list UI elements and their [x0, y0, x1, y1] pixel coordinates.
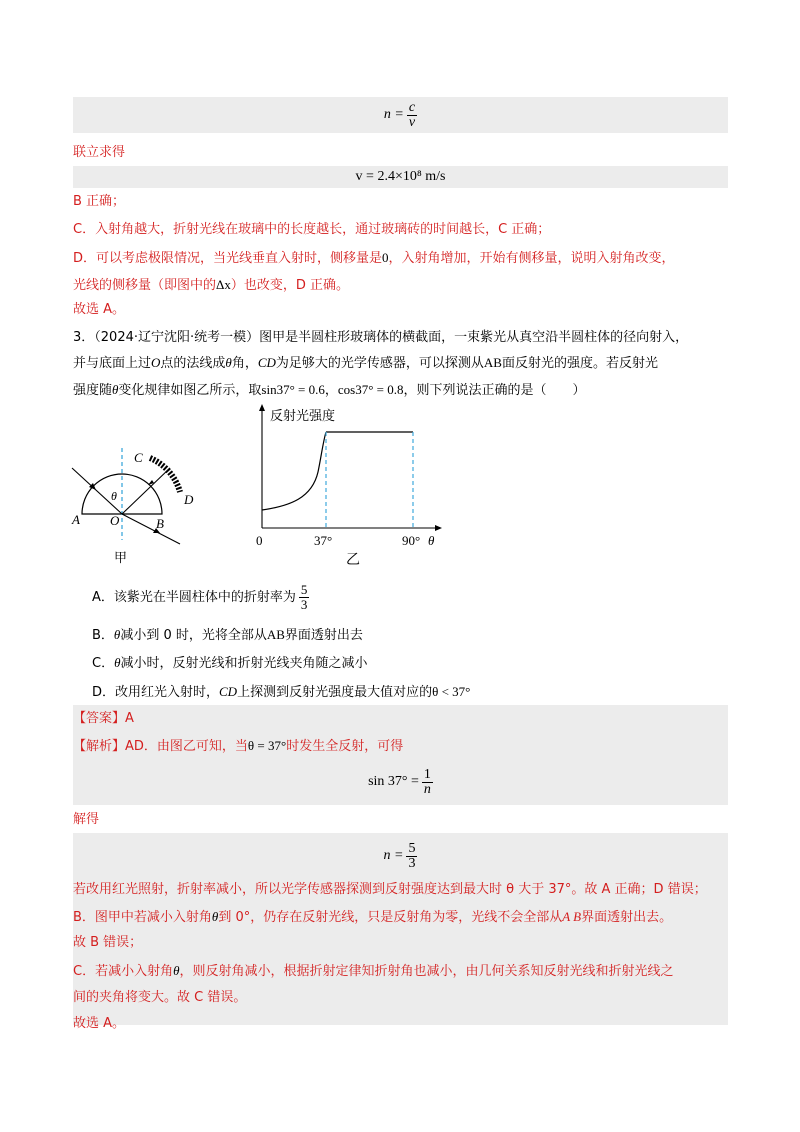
equation-sin37: sin 37° = $\frac{1}{n}$: [368, 766, 431, 797]
tick-0: 0: [256, 533, 263, 548]
equation-box-n: n = $\frac{c}{v}$: [73, 97, 728, 133]
label-d: D: [184, 492, 194, 507]
option-a[interactable]: A．该紫光在半圆柱体中的折射率为 $\frac{5}{3}$: [92, 582, 308, 612]
equation-n53: n = $\frac{5}{3}$: [383, 840, 416, 871]
caption-yi: 乙: [346, 552, 360, 568]
x-axis-arrow: [435, 525, 442, 531]
question-line3: 强度随θ变化规律如图乙所示，取sin37° = 0.6，cos37° = 0.8，则下列说法正确的是（ ）: [73, 382, 586, 398]
caption-jia: 甲: [114, 551, 128, 566]
analysis-red-1: 若改用红光照射，折射率减小，所以光学传感器探测到反射强度达到最大时 θ 大于 37°。故 A 正确；D 错误；: [73, 882, 707, 897]
y-axis-arrow: [259, 404, 265, 411]
option-b[interactable]: B．θ减小到 0 时，光将全部从AB界面透射出去: [92, 627, 363, 643]
x-var-theta: θ: [428, 533, 435, 548]
answer-line: 【答案】A: [73, 711, 134, 726]
refracted-ray: [122, 514, 180, 544]
analysis-line: 【解析】AD．由图乙可知，当θ = 37°时发生全反射，可得: [73, 738, 404, 754]
question-line2: 并与底面上过O点的法线成θ角，CD为足够大的光学传感器，可以探测从AB面反射光的强度。若反射光: [73, 355, 658, 371]
label-o: O: [110, 513, 120, 528]
intensity-curve: [262, 432, 326, 510]
d-explanation-line1: D．可以考虑极限情况，当光线垂直入射时，侧移量是0，入射角增加，开始有侧移量，说明入射角改变，: [73, 250, 675, 266]
label-c: C: [134, 450, 143, 465]
tick-37: 37°: [314, 533, 333, 548]
option-d[interactable]: D．改用红光入射时，CD上探测到反射光强度最大值对应的θ < 37°: [92, 684, 471, 700]
analysis-red-4: C．若减小入射角θ，则反射角减小，根据折射定律知折射角也减小，由几何关系知反射光线和折射光线之: [73, 963, 674, 979]
label-theta: θ: [111, 489, 117, 503]
question-line1: 3．（2024·辽宁沈阳·统考一模）图甲是半圆柱形玻璃体的横截面，一束紫光从真空沿半圆柱体的径向射入，: [73, 330, 689, 345]
choose-a-text: 故选 A。: [73, 302, 126, 317]
equation-box-v: v = 2.4×10⁸ m/s: [73, 166, 728, 188]
tick-90: 90°: [402, 533, 421, 548]
y-axis-label: 反射光强度: [270, 409, 336, 424]
label-b: B: [156, 516, 164, 531]
b-correct-text: B 正确；: [73, 194, 126, 209]
analysis-red-3: 故 B 错误；: [73, 935, 143, 950]
option-c[interactable]: C．θ减小时，反射光线和折射光线夹角随之减小: [92, 655, 368, 671]
figure-a-semicircle-diagram: [68, 440, 218, 570]
analysis-red-5: 间的夹角将变大。故 C 错误。: [73, 990, 247, 1005]
d-explanation-line2: 光线的侧移量（即图中的Δx）也改变，D 正确。: [73, 277, 350, 293]
figure-b-intensity-graph: [250, 402, 450, 570]
optical-sensor-cd: [150, 458, 180, 492]
analysis-red-6: 故选 A。: [73, 1016, 126, 1031]
label-a: A: [72, 512, 80, 527]
solve-label: 解得: [73, 812, 100, 827]
c-explanation: C．入射角越大，折射光线在玻璃中的长度越长，通过玻璃砖的时间越长，C 正确；: [73, 222, 551, 237]
combine-label: 联立求得: [73, 145, 126, 160]
analysis-red-2: B．图甲中若减小入射角θ到 0°，仍存在反射光线，只是反射角为零，光线不会全部从A B界面透射出去。: [73, 909, 673, 925]
